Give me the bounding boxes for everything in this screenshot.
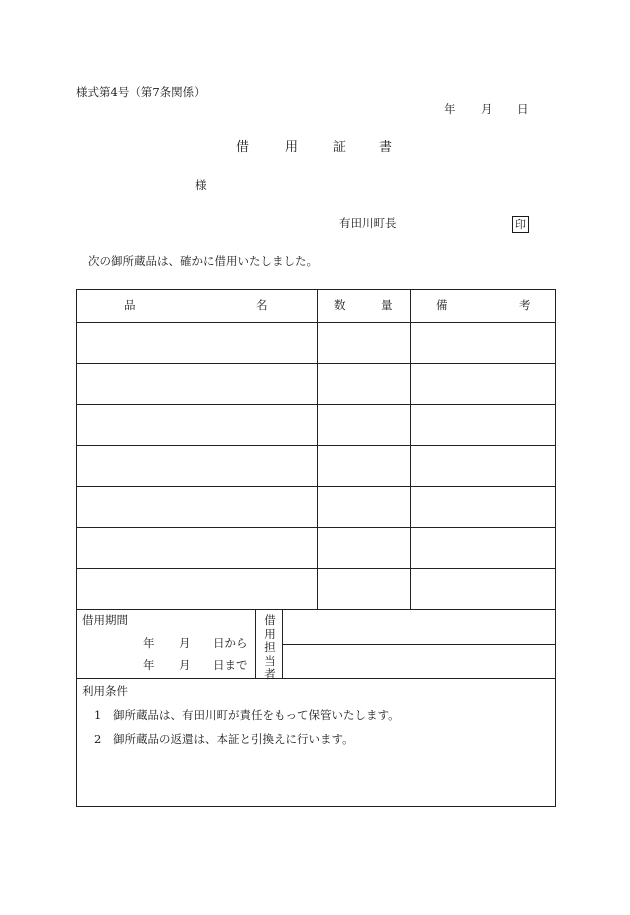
person-in-charge-label	[263, 614, 277, 682]
addressee-suffix: 様	[195, 178, 207, 192]
condition-number: 2	[94, 732, 102, 746]
header-remarks-char: 考	[519, 298, 531, 312]
title-char: 証	[333, 140, 347, 155]
from-year-label: 年	[143, 636, 155, 650]
from-day-label: 日から	[213, 636, 248, 650]
period-divider	[255, 609, 256, 678]
person-in-charge-char: 者	[264, 667, 276, 681]
column-divider	[410, 290, 411, 609]
row-divider	[77, 609, 555, 610]
column-divider	[317, 290, 318, 609]
date-day-label: 日	[517, 102, 529, 116]
condition-text: 御所蔵品は、有田川町が責任をもって保管いたします。	[113, 708, 400, 722]
title-char: 借	[236, 140, 250, 155]
date-year-label: 年	[444, 102, 456, 116]
row-divider	[77, 363, 555, 364]
seal-mark: 印	[512, 216, 529, 233]
date-month-label: 月	[481, 102, 493, 116]
to-year-label: 年	[143, 658, 155, 672]
title-char: 書	[379, 140, 393, 155]
person-in-charge-divider	[282, 644, 555, 645]
row-divider	[77, 486, 555, 487]
form-number: 様式第4号（第7条関係）	[76, 85, 206, 99]
header-remarks-char: 備	[436, 298, 448, 312]
row-divider	[77, 568, 555, 569]
statement-text: 次の御所蔵品は、確かに借用いたしました。	[88, 254, 318, 268]
header-quantity-char: 量	[381, 298, 393, 312]
row-divider	[77, 445, 555, 446]
header-quantity-char: 数	[334, 298, 346, 312]
loan-period-label: 借用期間	[82, 613, 128, 627]
row-divider	[77, 678, 555, 679]
to-month-label: 月	[179, 658, 191, 672]
header-item-char: 名	[256, 298, 268, 312]
condition-text: 御所蔵品の返還は、本証と引換えに行います。	[113, 732, 354, 746]
person-label-divider	[282, 609, 283, 678]
row-divider	[77, 322, 555, 323]
to-day-label: 日まで	[213, 658, 248, 672]
issuer-name: 有田川町長	[339, 216, 397, 230]
person-in-charge-char: 借	[264, 613, 276, 627]
header-item-char: 品	[124, 298, 136, 312]
condition-number: 1	[94, 708, 102, 722]
person-in-charge-char: 担	[264, 640, 276, 654]
person-in-charge-char: 当	[264, 653, 276, 668]
loan-items-table	[76, 289, 556, 807]
row-divider	[77, 527, 555, 528]
title-char: 用	[285, 140, 299, 155]
person-in-charge-char: 用	[264, 626, 276, 641]
from-month-label: 月	[179, 636, 191, 650]
conditions-label: 利用条件	[82, 684, 128, 698]
row-divider	[77, 404, 555, 405]
